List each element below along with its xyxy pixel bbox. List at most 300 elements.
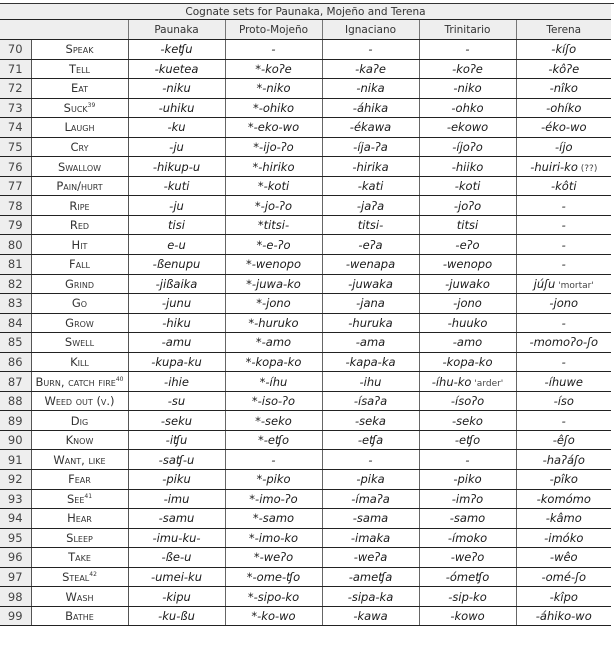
terena-form: -íso [553, 394, 574, 409]
table-row [0, 294, 611, 314]
proto-mojeno-cell: *-koti [225, 176, 322, 196]
trinitario-cell [419, 176, 516, 196]
footnote-ref: 42 [89, 571, 97, 579]
gloss-cell [31, 274, 128, 294]
table-row [0, 509, 611, 529]
paunaka-cell: e-u [128, 235, 225, 255]
terena-form: - [561, 218, 566, 233]
row-number: 81 [0, 255, 31, 275]
table-row [0, 391, 611, 411]
gloss-text: Red [69, 218, 90, 233]
paunaka-cell: -uhiku [128, 98, 225, 118]
terena-cell [516, 352, 611, 372]
paunaka-cell: -ju [128, 137, 225, 157]
terena-form: -éko-wo [541, 120, 587, 135]
trinitario-cell [419, 59, 516, 79]
gloss-cell [31, 255, 128, 275]
table-body [0, 40, 611, 626]
column-header-paunaka: Paunaka [128, 20, 225, 40]
column-header-ignaciano: Ignaciano [322, 20, 419, 40]
terena-cell [516, 255, 611, 275]
gloss-cell [31, 411, 128, 431]
terena-cell [516, 137, 611, 157]
trinitario-form: -wenopo [442, 257, 493, 272]
terena-cell [516, 176, 611, 196]
ignaciano-cell: -jana [322, 294, 419, 314]
paunaka-cell: -imu [128, 489, 225, 509]
row-number: 92 [0, 470, 31, 490]
ignaciano-cell: -weʔa [322, 548, 419, 568]
table-row [0, 587, 611, 607]
trinitario-cell [419, 528, 516, 548]
terena-form: -momoʔo-ʃo [529, 335, 599, 350]
paunaka-cell: -keʧu [128, 40, 225, 60]
trinitario-cell [419, 40, 516, 60]
trinitario-cell [419, 352, 516, 372]
trinitario-form: -hiiko [451, 159, 484, 174]
row-number: 95 [0, 528, 31, 548]
terena-cell [516, 509, 611, 529]
proto-mojeno-cell: *-e-ʔo [225, 235, 322, 255]
table-row [0, 79, 611, 99]
trinitario-form: -seko [452, 413, 483, 428]
terena-form: -haʔáʃo [542, 452, 585, 467]
terena-form: -imóko [544, 530, 584, 545]
gloss-cell [31, 509, 128, 529]
paunaka-cell: -ße-u [128, 548, 225, 568]
terena-form: - [561, 355, 566, 370]
footnote-ref: 39 [87, 102, 96, 110]
gloss-text: Ripe [69, 198, 90, 213]
proto-mojeno-cell: *-huruko [225, 313, 322, 333]
gloss-text: Know [65, 433, 94, 448]
ignaciano-cell: -sipa-ka [322, 587, 419, 607]
trinitario-form: -eʧo [454, 433, 481, 448]
row-number: 85 [0, 333, 31, 353]
terena-cell [516, 40, 611, 60]
row-number: 97 [0, 567, 31, 587]
row-number: 96 [0, 548, 31, 568]
terena-form: - [561, 198, 566, 213]
trinitario-form: -jono [453, 296, 482, 311]
proto-mojeno-cell: *-juwa-ko [225, 274, 322, 294]
trinitario-cell [419, 606, 516, 626]
row-number: 87 [0, 372, 31, 392]
table-row [0, 333, 611, 353]
proto-mojeno-cell: *-íhu [225, 372, 322, 392]
trinitario-form: -imʔo [451, 491, 484, 506]
gloss-cell [31, 118, 128, 138]
trinitario-form: -sip-ko [448, 589, 487, 604]
row-number: 73 [0, 98, 31, 118]
gloss-text: Suck [63, 100, 88, 115]
trinitario-form: - [465, 42, 470, 57]
row-number: 76 [0, 157, 31, 177]
paunaka-cell: -kuti [128, 176, 225, 196]
row-number: 75 [0, 137, 31, 157]
proto-mojeno-cell: *-imo-ko [225, 528, 322, 548]
trinitario-cell [419, 489, 516, 509]
paunaka-cell: -niku [128, 79, 225, 99]
proto-mojeno-cell: - [225, 40, 322, 60]
ignaciano-cell: -juwaka [322, 274, 419, 294]
gloss-cell [31, 40, 128, 60]
column-header-proto-mojeno: Proto-Mojeño [225, 20, 322, 40]
terena-cell [516, 196, 611, 216]
trinitario-cell [419, 411, 516, 431]
paunaka-cell: -kipu [128, 587, 225, 607]
terena-cell [516, 450, 611, 470]
trinitario-form: - [465, 452, 470, 467]
trinitario-form: -koʔe [452, 61, 483, 76]
row-number: 93 [0, 489, 31, 509]
paunaka-cell: -ßenupu [128, 255, 225, 275]
paunaka-cell: -ju [128, 196, 225, 216]
trinitario-cell [419, 333, 516, 353]
column-header-blank [0, 20, 128, 40]
gloss-text: Kill [70, 355, 89, 370]
trinitario-form: -amo [452, 335, 483, 350]
terena-cell [516, 294, 611, 314]
table-row [0, 255, 611, 275]
trinitario-note: 'arder' [471, 378, 504, 389]
ignaciano-cell: -ama [322, 333, 419, 353]
ignaciano-cell: -ihu [322, 372, 419, 392]
gloss-cell [31, 391, 128, 411]
row-number: 71 [0, 59, 31, 79]
terena-form: - [561, 257, 566, 272]
trinitario-form: -íhu-ko [431, 374, 472, 389]
table-row [0, 528, 611, 548]
ignaciano-cell: -ísaʔa [322, 391, 419, 411]
proto-mojeno-cell: - [225, 450, 322, 470]
trinitario-cell [419, 255, 516, 275]
proto-mojeno-cell: *-piko [225, 470, 322, 490]
gloss-text: Sleep [66, 530, 93, 545]
ignaciano-cell: -kawa [322, 606, 419, 626]
terena-form: júʃu [533, 276, 556, 291]
gloss-cell [31, 606, 128, 626]
table-row [0, 274, 611, 294]
ignaciano-cell: -wenapa [322, 255, 419, 275]
gloss-cell [31, 333, 128, 353]
gloss-text: Pain/hurt [56, 179, 103, 194]
gloss-cell [31, 548, 128, 568]
table-row [0, 137, 611, 157]
ignaciano-cell: -kati [322, 176, 419, 196]
terena-cell [516, 391, 611, 411]
gloss-cell [31, 587, 128, 607]
gloss-text: Cry [70, 140, 89, 154]
gloss-cell [31, 372, 128, 392]
terena-form: -pîko [549, 472, 578, 487]
gloss-cell [31, 313, 128, 333]
terena-cell [516, 528, 611, 548]
gloss-text: Wash [65, 589, 94, 604]
trinitario-cell [419, 196, 516, 216]
table-row [0, 157, 611, 177]
gloss-text: Laugh [64, 120, 95, 135]
gloss-cell [31, 196, 128, 216]
gloss-text: Weed out (v.) [44, 394, 115, 409]
trinitario-form: -kopa-ko [442, 355, 493, 370]
terena-form: -wêo [549, 550, 578, 565]
terena-form: -huiri-ko [530, 159, 578, 174]
paunaka-cell: tisi [128, 215, 225, 235]
proto-mojeno-cell: *-samo [225, 509, 322, 529]
ignaciano-cell: -sama [322, 509, 419, 529]
terena-note: (??) [577, 163, 598, 174]
ignaciano-cell: -eʔa [322, 235, 419, 255]
paunaka-cell: -junu [128, 294, 225, 314]
gloss-text: Fall [68, 257, 90, 272]
gloss-text: See [66, 491, 85, 506]
table-row [0, 548, 611, 568]
ignaciano-cell: -nika [322, 79, 419, 99]
paunaka-cell: -iʧu [128, 430, 225, 450]
paunaka-cell: -umei-ku [128, 567, 225, 587]
trinitario-form: -ómeʧo [445, 570, 490, 585]
terena-form: -ohíko [546, 100, 582, 115]
gloss-text: Speak [65, 42, 94, 57]
ignaciano-cell: -seka [322, 411, 419, 431]
ignaciano-cell: -ékawa [322, 118, 419, 138]
trinitario-form: -ísoʔo [450, 394, 485, 409]
gloss-cell [31, 567, 128, 587]
table-row [0, 450, 611, 470]
paunaka-cell: -kupa-ku [128, 352, 225, 372]
terena-cell [516, 157, 611, 177]
table-row [0, 98, 611, 118]
terena-form: -jono [549, 296, 579, 311]
trinitario-form: -ekowo [446, 120, 489, 135]
table-row [0, 470, 611, 490]
proto-mojeno-cell: *-iso-ʔo [225, 391, 322, 411]
terena-form: -íjo [554, 140, 573, 154]
ignaciano-cell: -íja-ʔa [322, 137, 419, 157]
trinitario-cell [419, 118, 516, 138]
paunaka-cell: -ku-ßu [128, 606, 225, 626]
proto-mojeno-cell: *-amo [225, 333, 322, 353]
trinitario-form: -íjoʔo [452, 140, 483, 154]
table-row [0, 430, 611, 450]
gloss-text: Grow [65, 315, 94, 330]
trinitario-cell [419, 137, 516, 157]
ignaciano-cell: -eʧa [322, 430, 419, 450]
proto-mojeno-cell: *-jo-ʔo [225, 196, 322, 216]
gloss-cell [31, 157, 128, 177]
gloss-text: Swell [64, 335, 95, 350]
ignaciano-cell: -kapa-ka [322, 352, 419, 372]
row-number: 77 [0, 176, 31, 196]
trinitario-form: -eʔo [455, 237, 480, 252]
column-header-row [0, 20, 611, 40]
ignaciano-cell: -hirika [322, 157, 419, 177]
gloss-cell [31, 137, 128, 157]
terena-form: -nîko [549, 81, 578, 96]
gloss-text: Eat [70, 81, 88, 96]
gloss-cell [31, 528, 128, 548]
gloss-cell [31, 352, 128, 372]
ignaciano-cell: -ímaʔa [322, 489, 419, 509]
trinitario-cell [419, 509, 516, 529]
trinitario-form: titsi [456, 218, 479, 233]
trinitario-cell [419, 235, 516, 255]
terena-cell [516, 98, 611, 118]
gloss-cell [31, 59, 128, 79]
table-row [0, 215, 611, 235]
trinitario-form: -kowo [450, 609, 485, 624]
trinitario-cell [419, 79, 516, 99]
ignaciano-cell: -huruka [322, 313, 419, 333]
terena-form: -kôti [550, 179, 577, 194]
terena-cell [516, 411, 611, 431]
table-row [0, 411, 611, 431]
paunaka-cell: -su [128, 391, 225, 411]
trinitario-cell [419, 548, 516, 568]
proto-mojeno-cell: *-sipo-ko [225, 587, 322, 607]
table-row [0, 313, 611, 333]
trinitario-cell [419, 274, 516, 294]
gloss-text: Go [71, 296, 88, 311]
terena-cell [516, 430, 611, 450]
terena-cell [516, 548, 611, 568]
column-header-trinitario: Trinitario [419, 20, 516, 40]
gloss-text: Dig [70, 413, 89, 428]
proto-mojeno-cell: *-seko [225, 411, 322, 431]
proto-mojeno-cell: *-eʧo [225, 430, 322, 450]
row-number: 70 [0, 40, 31, 60]
row-number: 90 [0, 430, 31, 450]
trinitario-form: -ímoko [447, 530, 488, 545]
paunaka-cell: -kuetea [128, 59, 225, 79]
table-row [0, 118, 611, 138]
gloss-text: Fear [68, 472, 91, 487]
terena-cell [516, 567, 611, 587]
trinitario-cell [419, 313, 516, 333]
trinitario-form: -juwako [445, 276, 490, 291]
proto-mojeno-cell: *-eko-wo [225, 118, 322, 138]
trinitario-form: -piko [453, 472, 482, 487]
trinitario-cell [419, 450, 516, 470]
gloss-text: Burn, catch fire [35, 374, 116, 389]
trinitario-form: -weʔo [450, 550, 485, 565]
proto-mojeno-cell: *-jono [225, 294, 322, 314]
gloss-cell [31, 470, 128, 490]
row-number: 78 [0, 196, 31, 216]
row-number: 84 [0, 313, 31, 333]
gloss-cell [31, 98, 128, 118]
trinitario-cell [419, 587, 516, 607]
table-row [0, 606, 611, 626]
row-number: 72 [0, 79, 31, 99]
terena-cell [516, 470, 611, 490]
proto-mojeno-cell: *-hiriko [225, 157, 322, 177]
terena-cell [516, 587, 611, 607]
terena-cell [516, 235, 611, 255]
terena-form: - [561, 315, 566, 330]
gloss-text: Take [68, 550, 91, 565]
trinitario-cell [419, 470, 516, 490]
terena-cell [516, 489, 611, 509]
gloss-cell [31, 176, 128, 196]
table-row [0, 40, 611, 60]
terena-cell [516, 118, 611, 138]
terena-form: -íhuwe [544, 374, 583, 389]
trinitario-cell [419, 157, 516, 177]
paunaka-cell: -amu [128, 333, 225, 353]
gloss-text: Steal [62, 570, 90, 585]
terena-cell [516, 372, 611, 392]
trinitario-form: -samo [449, 511, 486, 526]
paunaka-cell: -ku [128, 118, 225, 138]
gloss-cell [31, 215, 128, 235]
table-row [0, 567, 611, 587]
terena-form: -áhiko-wo [535, 609, 592, 624]
ignaciano-cell: -kaʔe [322, 59, 419, 79]
gloss-cell [31, 430, 128, 450]
row-number: 82 [0, 274, 31, 294]
table-row [0, 196, 611, 216]
ignaciano-cell: -áhika [322, 98, 419, 118]
gloss-text: Tell [69, 61, 90, 76]
trinitario-form: -ohko [451, 100, 484, 115]
table-row [0, 372, 611, 392]
terena-cell [516, 274, 611, 294]
proto-mojeno-cell: *-imo-ʔo [225, 489, 322, 509]
ignaciano-cell: titsi- [322, 215, 419, 235]
ignaciano-cell: -ameʧa [322, 567, 419, 587]
gloss-text: Hear [67, 511, 92, 526]
terena-form: -kîpo [549, 589, 578, 604]
gloss-cell [31, 294, 128, 314]
terena-cell [516, 215, 611, 235]
footnote-ref: 41 [84, 493, 93, 501]
paunaka-cell: -ihie [128, 372, 225, 392]
table-title: Cognate sets for Paunaka, Mojeño and Terena [0, 4, 611, 20]
gloss-text: Want, like [53, 452, 106, 467]
paunaka-cell: -hiku [128, 313, 225, 333]
trinitario-cell [419, 567, 516, 587]
proto-mojeno-cell: *-kopa-ko [225, 352, 322, 372]
trinitario-form: -niko [453, 81, 482, 96]
trinitario-form: -koti [454, 179, 481, 194]
row-number: 83 [0, 294, 31, 314]
terena-cell [516, 606, 611, 626]
trinitario-form: -huuko [447, 315, 488, 330]
row-number: 91 [0, 450, 31, 470]
terena-cell [516, 333, 611, 353]
table-row [0, 352, 611, 372]
gloss-cell [31, 450, 128, 470]
paunaka-cell: -imu-ku- [128, 528, 225, 548]
terena-note: 'mortar' [555, 280, 594, 291]
gloss-cell [31, 79, 128, 99]
terena-form: - [561, 413, 566, 428]
terena-cell [516, 313, 611, 333]
trinitario-cell [419, 294, 516, 314]
column-header-terena: Terena [516, 20, 611, 40]
table-row [0, 59, 611, 79]
terena-form: -komómo [536, 491, 591, 506]
proto-mojeno-cell: *-koʔe [225, 59, 322, 79]
terena-form: -kôʔe [548, 61, 580, 76]
row-number: 80 [0, 235, 31, 255]
paunaka-cell: -piku [128, 470, 225, 490]
ignaciano-cell: - [322, 40, 419, 60]
footnote-ref: 40 [115, 375, 124, 383]
gloss-cell [31, 235, 128, 255]
